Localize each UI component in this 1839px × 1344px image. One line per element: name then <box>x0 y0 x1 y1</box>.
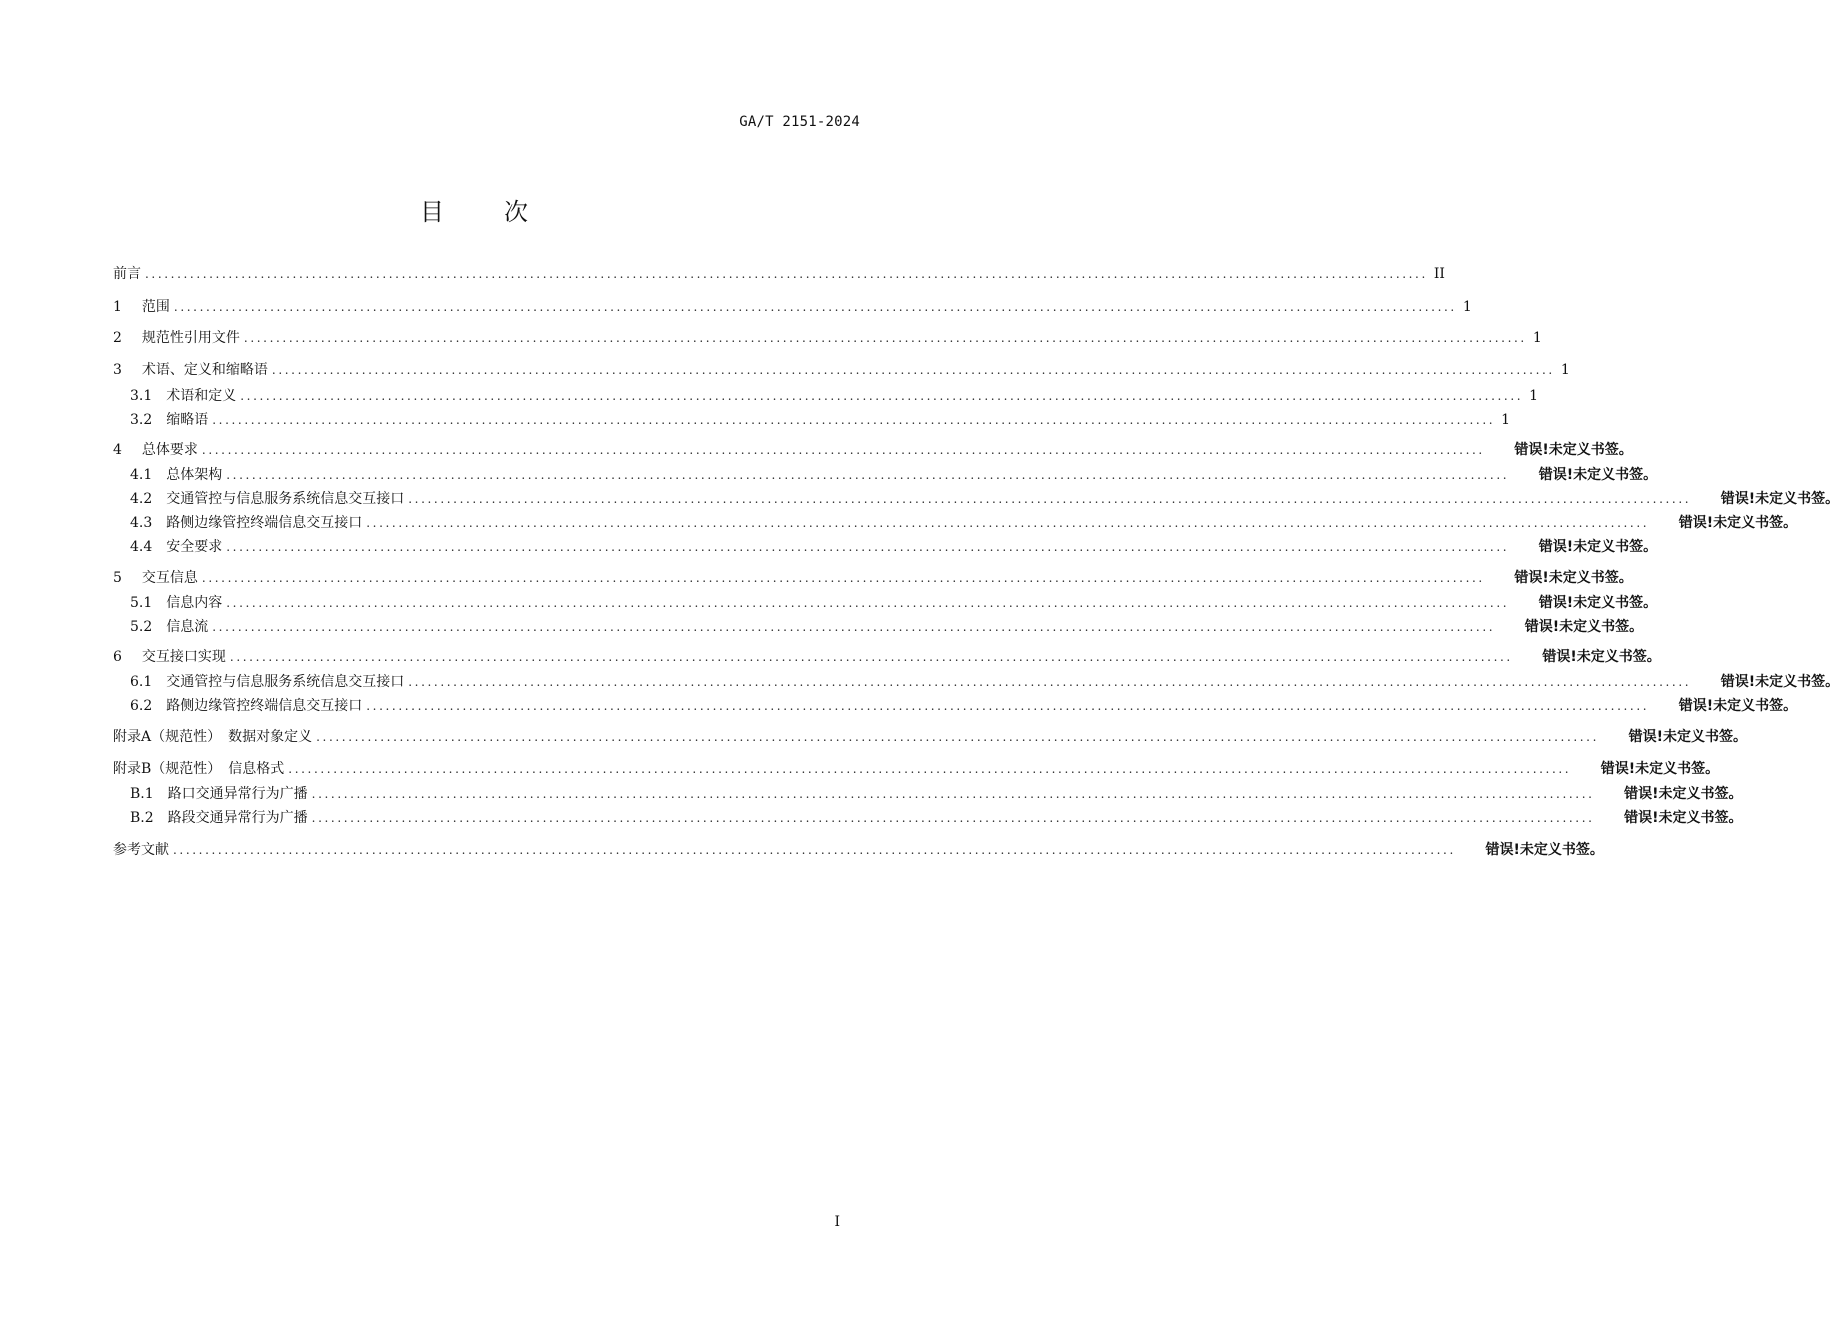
toc-entry-error: 错误!未定义书签。 <box>1678 515 1798 531</box>
toc-entry-number: 4 <box>113 442 122 458</box>
toc-entry-error: 错误!未定义书签。 <box>1600 761 1720 777</box>
toc-entry-label: 交通管控与信息服务系统信息交互接口 <box>166 491 405 507</box>
toc-entry-number: 4.4 <box>130 539 153 555</box>
toc-entry-error: 错误!未定义书签。 <box>1514 442 1633 458</box>
toc-dot-leader: ........................................................................................................................................................................................................ <box>366 516 1650 530</box>
toc-dot-leader: ........................................................................................................................................................................................................ <box>240 389 1524 403</box>
toc-entry-error: 错误!未定义书签。 <box>1485 842 1604 858</box>
toc-dot-leader: ........................................................................................................................................................................................................ <box>288 762 1572 776</box>
toc-entry[interactable] <box>130 409 1511 431</box>
toc-entry-number: 5.2 <box>130 619 153 635</box>
toc-entry-number: 5 <box>113 570 122 586</box>
toc-entry-number: 4.3 <box>130 515 153 531</box>
toc-dot-leader: ........................................................................................................................................................................................................ <box>212 620 1496 634</box>
toc-entry[interactable] <box>130 616 1644 638</box>
toc-entry-label: 参考文献 <box>113 842 169 858</box>
toc-entry-error: 错误!未定义书签。 <box>1542 649 1661 665</box>
toc-entry-page: 1 <box>1501 412 1511 428</box>
toc-entry-label: 附录A（规范性） 数据对象定义 <box>113 729 313 745</box>
toc-dot-leader: ........................................................................................................................................................................................................ <box>201 571 1485 585</box>
toc-dot-leader: ........................................................................................................................................................................................................ <box>201 443 1485 457</box>
toc-entry[interactable] <box>130 464 1658 486</box>
toc-dot-leader: ........................................................................................................................................................................................................ <box>173 300 1457 314</box>
toc-entry-label: 路侧边缘管控终端信息交互接口 <box>166 515 363 531</box>
toc-dot-leader: ........................................................................................................................................................................................................ <box>316 730 1600 744</box>
standard-number: GA/T 2151-2024 <box>739 114 860 130</box>
toc-entry-number: 3 <box>113 362 122 378</box>
toc-entry-number: 4.2 <box>130 491 153 507</box>
toc-entry-page: 1 <box>1532 330 1542 346</box>
toc-dot-leader: ........................................................................................................................................................................................................ <box>229 650 1513 664</box>
toc-entry-number: 2 <box>113 330 122 346</box>
toc-dot-leader: ........................................................................................................................................................................................................ <box>311 811 1595 825</box>
toc-entry-error: 错误!未定义书签。 <box>1624 786 1743 802</box>
toc-entry-label: 路段交通异常行为广播 <box>167 810 308 826</box>
toc-entry-number: 4.1 <box>130 467 153 483</box>
toc-dot-leader: ........................................................................................................................................................................................................ <box>226 596 1510 610</box>
toc-entry-error: 错误!未定义书签。 <box>1538 467 1658 483</box>
toc-entry-number: 3.2 <box>130 412 153 428</box>
toc-entry[interactable] <box>130 536 1658 558</box>
toc-entry[interactable] <box>130 695 1798 717</box>
toc-entry-label: 交互接口实现 <box>141 649 226 665</box>
page-number: I <box>834 1214 840 1230</box>
toc-entry[interactable] <box>113 726 1748 748</box>
toc-entry[interactable] <box>130 783 1743 805</box>
toc-entry-number: 3.1 <box>130 388 153 404</box>
toc-dot-leader: ........................................................................................................................................................................................................ <box>212 413 1496 427</box>
toc-entry-error: 错误!未定义书签。 <box>1720 674 1839 690</box>
toc-entry-label: 交互信息 <box>141 570 198 586</box>
toc-dot-leader: ........................................................................................................................................................................................................ <box>226 468 1510 482</box>
toc-dot-leader: ........................................................................................................................................................................................................ <box>408 675 1692 689</box>
toc-entry[interactable] <box>113 359 1570 381</box>
toc-entry-label: 术语、定义和缩略语 <box>141 362 268 378</box>
toc-entry-number: 6 <box>113 649 122 665</box>
toc-entry[interactable] <box>130 807 1743 829</box>
toc-entry-page: 1 <box>1462 299 1472 315</box>
toc-entry-page: II <box>1433 266 1445 282</box>
toc-entry-label: 总体要求 <box>141 442 198 458</box>
toc-entry-error: 错误!未定义书签。 <box>1524 619 1644 635</box>
toc-entry[interactable] <box>113 758 1720 780</box>
toc-entry-number: 1 <box>113 299 122 315</box>
toc-entry-label: 术语和定义 <box>166 388 237 404</box>
toc-entry-label: 规范性引用文件 <box>141 330 240 346</box>
title-char-1: 目 <box>420 198 446 226</box>
toc-entry[interactable] <box>130 488 1839 510</box>
toc-entry-number: 6.2 <box>130 698 153 714</box>
toc-entry[interactable] <box>130 592 1658 614</box>
toc-dot-leader: ........................................................................................................................................................................................................ <box>226 540 1510 554</box>
toc-entry-number: 6.1 <box>130 674 153 690</box>
toc-entry-label: 总体架构 <box>166 467 223 483</box>
toc-entry-label: 信息内容 <box>166 595 223 611</box>
toc-entry-label: 缩略语 <box>166 412 209 428</box>
toc-dot-leader: ........................................................................................................................................................................................................ <box>366 699 1650 713</box>
toc-entry-number: B.1 <box>130 786 154 802</box>
toc-entry-label: 前言 <box>113 266 141 282</box>
toc-entry-error: 错误!未定义书签。 <box>1628 729 1748 745</box>
toc-entry[interactable] <box>130 671 1839 693</box>
toc-entry-error: 错误!未定义书签。 <box>1678 698 1798 714</box>
toc-entry-label: 交通管控与信息服务系统信息交互接口 <box>166 674 405 690</box>
toc-dot-leader: ........................................................................................................................................................................................................ <box>145 267 1428 281</box>
toc-entry-number: 5.1 <box>130 595 153 611</box>
toc-entry-page: 1 <box>1560 362 1570 378</box>
toc-entry[interactable] <box>113 567 1633 589</box>
toc-entry-number: B.2 <box>130 810 154 826</box>
toc-entry-label: 范围 <box>141 299 170 315</box>
toc-entry-label: 路侧边缘管控终端信息交互接口 <box>166 698 363 714</box>
toc-dot-leader: ........................................................................................................................................................................................................ <box>311 787 1595 801</box>
toc-dot-leader: ........................................................................................................................................................................................................ <box>243 331 1527 345</box>
toc-entry[interactable] <box>113 646 1661 668</box>
toc-entry-error: 错误!未定义书签。 <box>1538 595 1658 611</box>
toc-entry-error: 错误!未定义书签。 <box>1538 539 1658 555</box>
toc-entry-page: 1 <box>1529 388 1539 404</box>
toc-entry-label: 附录B（规范性） 信息格式 <box>113 761 285 777</box>
toc-entry[interactable] <box>130 512 1798 534</box>
toc-dot-leader: ........................................................................................................................................................................................................ <box>408 492 1692 506</box>
toc-entry[interactable] <box>113 327 1542 349</box>
toc-entry[interactable] <box>113 296 1472 318</box>
toc-entry-error: 错误!未定义书签。 <box>1514 570 1633 586</box>
toc-entry[interactable] <box>113 439 1633 461</box>
toc-entry-error: 错误!未定义书签。 <box>1720 491 1839 507</box>
toc-dot-leader: ........................................................................................................................................................................................................ <box>271 363 1555 377</box>
toc-entry-label: 安全要求 <box>166 539 223 555</box>
toc-dot-leader: ........................................................................................................................................................................................................ <box>173 843 1456 857</box>
title-char-2: 次 <box>504 198 530 226</box>
toc-entry[interactable] <box>130 385 1539 407</box>
toc-entry[interactable] <box>113 839 1604 861</box>
toc-entry-label: 路口交通异常行为广播 <box>167 786 308 802</box>
toc-entry-error: 错误!未定义书签。 <box>1624 810 1743 826</box>
toc-entry-label: 信息流 <box>166 619 209 635</box>
toc-entry[interactable] <box>113 263 1445 285</box>
